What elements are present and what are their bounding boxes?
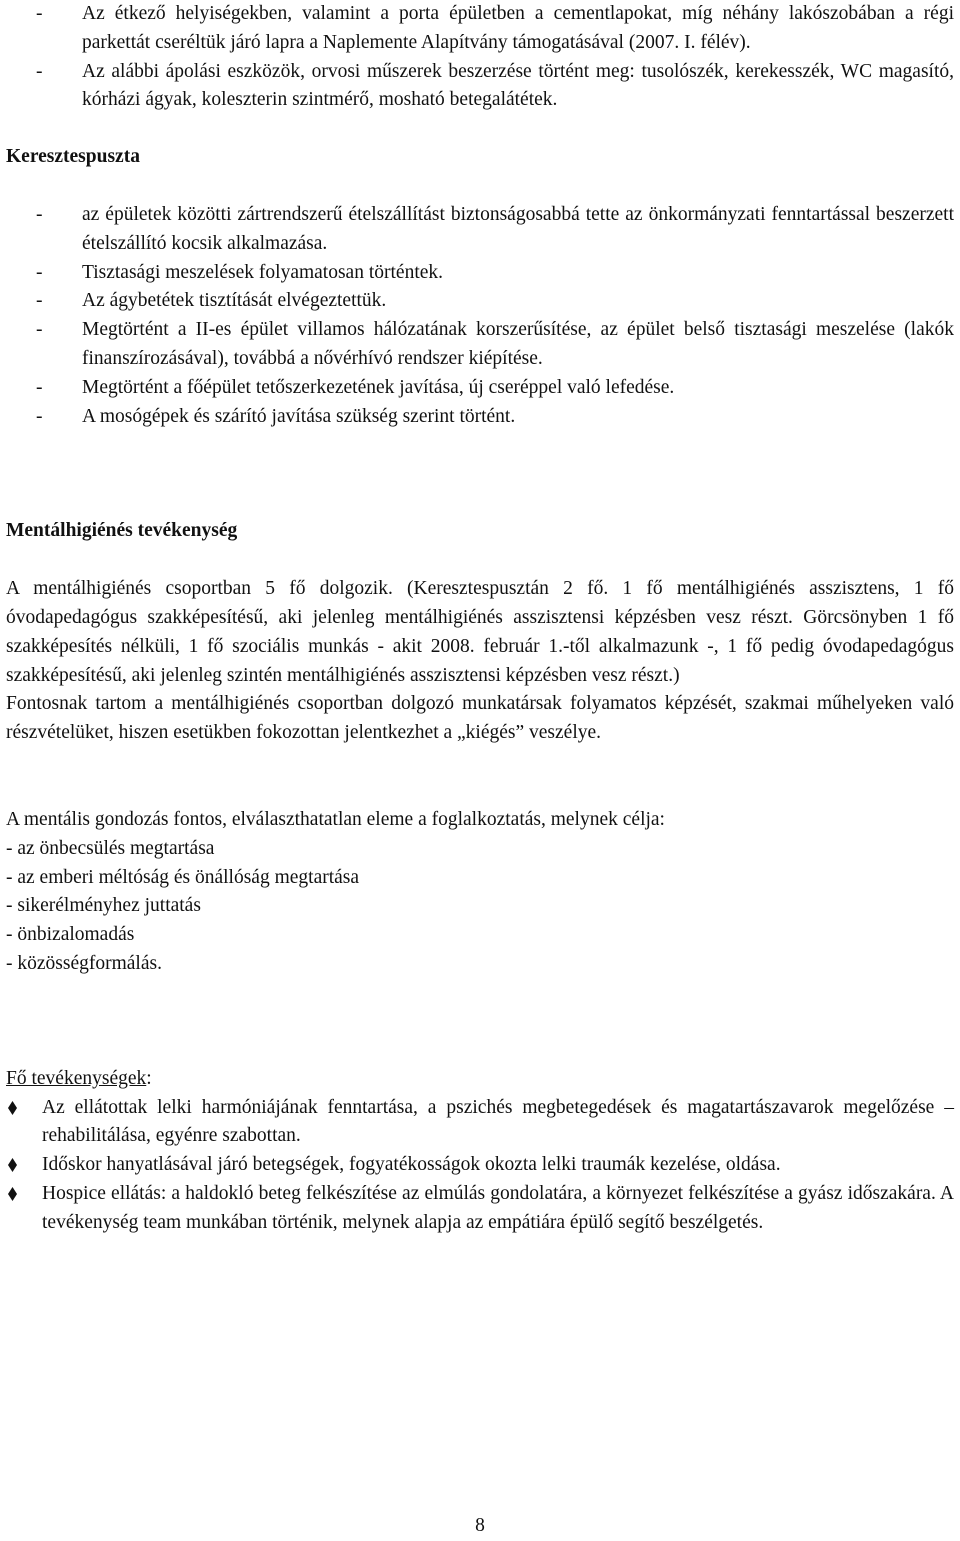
section-heading-keresztespuszta: Keresztespuszta <box>6 146 140 168</box>
dash-marker: - <box>36 3 43 24</box>
staff-paragraph: A mentálhigiénés csoportban 5 fő dolgozik. (Keresztespusztán 2 fő. 1 fő mentálhigiénés asszisztens, 1 fő óvodapedagógus szakképesítésű, aki jelenleg mentálhigiénés asszisztensi képzésben vesz részt. Görcsönyben 1 fő szakképesítés nélküli, 1 fő szociális munkás - akit 2008. február 1.-től alkalmazunk -, 1 fő pedig óvodapedagógus szakképesítésű, aki jelenleg szintén mentálhigiénés asszisztensi képzésben vesz részt.) <box>6 578 954 686</box>
main-activities-label: Fő tevékenységek: <box>6 1067 152 1089</box>
goals-intro: A mentális gondozás fontos, elválaszthatatlan eleme a foglalkoztatás, melynek célja: <box>6 808 665 830</box>
goals-list <box>6 835 954 979</box>
dash-marker: - <box>36 376 43 398</box>
list-item: - Az étkező helyiségekben, valamint a porta épületben a cementlapokat, míg néhány lakószobában a régi parkettát cseréltük járó lapra a Naplemente Alapítvány támogatásával (2007. I. félév). <box>6 0 954 58</box>
diamond-bullet-icon <box>8 1158 17 1172</box>
dash-marker: - <box>36 203 43 225</box>
training-paragraph: Fontosnak tartom a mentálhigiénés csoportban dolgozó munkatársak folyamatos képzését, szakmai műhelyeken való részvételüket, hiszen esetükben fokozottan jelentkezhet a „kiégés” veszélye. <box>6 693 954 744</box>
list-item: - Az alábbi ápolási eszközök, orvosi műszerek beszerzése történt meg: tusolószék, kerekesszék, WC magasító, kórházi ágyak, koleszterin szintmérő, mosható betegalátétek. <box>6 58 954 116</box>
goal-item: - az emberi méltóság és önállóság megtartása <box>6 866 360 888</box>
page-number: 8 <box>475 1515 485 1536</box>
section-heading-mentalhigiene: Mentálhigiénés tevékenység <box>6 520 238 542</box>
list-item: Hospice ellátás: a haldokló beteg felkészítése az elmúlás gondolatára, a környezet felkészítése a gyász időszakára. A tevékenység team munkában történik, melynek alapja az empátiára épülő segítő beszélgetés. <box>6 1180 954 1238</box>
goal-item: - sikerélményhez juttatás <box>6 895 201 917</box>
diamond-bullet-icon <box>8 1187 17 1201</box>
list-item: - A mosógépek és szárító javítása szükség szerint történt. <box>6 403 954 432</box>
diamond-bullet-icon <box>8 1101 17 1115</box>
dash-marker: - <box>36 60 43 82</box>
document-page <box>6 0 954 1238</box>
list-item: Az ellátottak lelki harmóniájának fenntartása, a pszichés megbetegedések és magatartászavarok megelőzése – rehabilitálása, egyénre szabottan. <box>6 1094 954 1152</box>
goal-item: - önbizalomadás <box>6 924 135 946</box>
goal-item: - közösségformálás. <box>6 952 162 974</box>
list-item: Időskor hanyatlásával járó betegségek, fogyatékosságok okozta lelki traumák kezelése, oldása. <box>6 1151 954 1180</box>
goal-item: - az önbecsülés megtartása <box>6 837 215 859</box>
list-item: - Tisztasági meszelések folyamatosan történtek. <box>6 259 954 288</box>
list-item: - Az ágybetétek tisztítását elvégeztettük. <box>6 287 954 316</box>
list-item: - Megtörtént a főépület tetőszerkezetének javítása, új cseréppel való lefedése. <box>6 374 954 403</box>
activities-list <box>6 1094 954 1238</box>
keresztespuszta-list <box>6 201 954 431</box>
main-activities-label-text: Fő tevékenységek <box>6 1067 147 1089</box>
list-item: - Megtörtént a II-es épület villamos hálózatának korszerűsítése, az épület belső tisztasági meszelése (lakók finanszírozásával), továbbá a nővérhívó rendszer kiépítése. <box>6 316 954 374</box>
dash-marker: - <box>36 405 43 427</box>
dash-marker: - <box>36 319 43 341</box>
dash-marker: - <box>36 261 43 283</box>
list-item: - az épületek közötti zártrendszerű ételszállítást biztonságosabbá tette az önkormányzati fenntartással beszerzett ételszállító kocsik alkalmazása. <box>6 201 954 259</box>
dash-marker: - <box>36 290 43 312</box>
top-list <box>6 0 954 115</box>
